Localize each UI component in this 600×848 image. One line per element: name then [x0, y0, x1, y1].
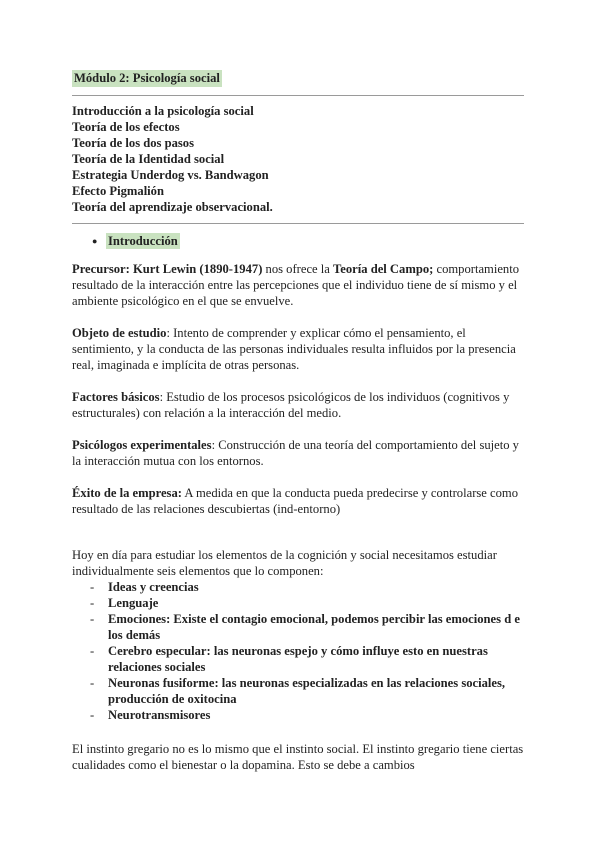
- module-title: Módulo 2: Psicología social: [74, 71, 220, 85]
- list-item: - Emociones: Existe el contagio emocional, podemos percibir las emociones d e los demás: [90, 611, 524, 643]
- table-of-contents: [72, 103, 524, 215]
- paragraph-factores: [72, 389, 524, 421]
- precursor-label: Precursor: Kurt Lewin (1890-1947): [72, 262, 263, 276]
- paragraph-psicologos: [72, 437, 524, 469]
- document-page: [72, 70, 524, 773]
- list-item: - Cerebro especular: las neuronas espejo y cómo influye esto en nuestras relaciones sociales: [90, 643, 524, 675]
- paragraph-precursor: [72, 261, 524, 309]
- precursor-text: comportamiento resultado de la interacción entre las percepciones que el individuo tiene de sí mismo y el ambiente psicológico en el que se envuelve.: [72, 262, 520, 308]
- exito-label: Éxito de la empresa:: [72, 486, 182, 500]
- elements-list: [72, 579, 524, 723]
- toc-item: Introducción a la psicología social: [72, 104, 254, 118]
- toc-item: Efecto Pigmalión: [72, 184, 164, 198]
- section-heading: [72, 233, 524, 249]
- psicologos-label: Psicólogos experimentales: [72, 438, 212, 452]
- exito-text: A medida en que la conducta pueda predecirse y controlarse como resultado de las relaciones descubiertas (ind-entorno): [72, 486, 519, 516]
- psicologos-text: : Construcción de una teoría del comportamiento del sujeto y la interacción mutua con los entornos.: [72, 438, 519, 468]
- toc-item: Teoría de los efectos: [72, 120, 180, 134]
- paragraph-exito: [72, 485, 524, 517]
- list-item: - Neuronas fusiforme: las neuronas especializadas en las relaciones sociales, producción de oxitocina: [90, 675, 524, 707]
- precursor-mid: nos ofrece la: [262, 262, 334, 276]
- paragraph-instinto: El instinto gregario no es lo mismo que el instinto social. El instinto gregario tiene ciertas cualidades como el bienestar o la dopamina. Esto se debe a cambios: [72, 742, 524, 772]
- precursor-theory: Teoría del Campo;: [333, 262, 434, 276]
- factores-text: : Estudio de los procesos psicológicos de los individuos (cognitivos y estructurales) con relación a la interacción del medio.: [72, 390, 510, 420]
- list-item: - Ideas y creencias: [90, 579, 524, 595]
- toc-item: Teoría de los dos pasos: [72, 136, 195, 150]
- bullet-icon: ●: [92, 236, 98, 246]
- list-item: - Neurotransmisores: [90, 707, 524, 723]
- paragraph-hoy: Hoy en día para estudiar los elementos de la cognición y social necesitamos estudiar individualmente seis elementos que lo componen:: [72, 548, 497, 578]
- paragraph-objeto: [72, 325, 524, 373]
- toc-item: Estrategia Underdog vs. Bandwagon: [72, 168, 269, 182]
- factores-label: Factores básicos: [72, 390, 160, 404]
- section-label: Introducción: [108, 234, 178, 248]
- toc-item: Teoría del aprendizaje observacional.: [72, 200, 273, 214]
- divider: [72, 95, 524, 96]
- list-item: - Lenguaje: [90, 595, 524, 611]
- divider: [72, 223, 524, 224]
- toc-item: Teoría de la Identidad social: [72, 152, 225, 166]
- objeto-text: : Intento de comprender y explicar cómo el pensamiento, el sentimiento, y la conducta de las personas individuales resulta influidos por la presencia real, imaginada e implícita de otras personas.: [72, 326, 516, 372]
- objeto-label: Objeto de estudio: [72, 326, 167, 340]
